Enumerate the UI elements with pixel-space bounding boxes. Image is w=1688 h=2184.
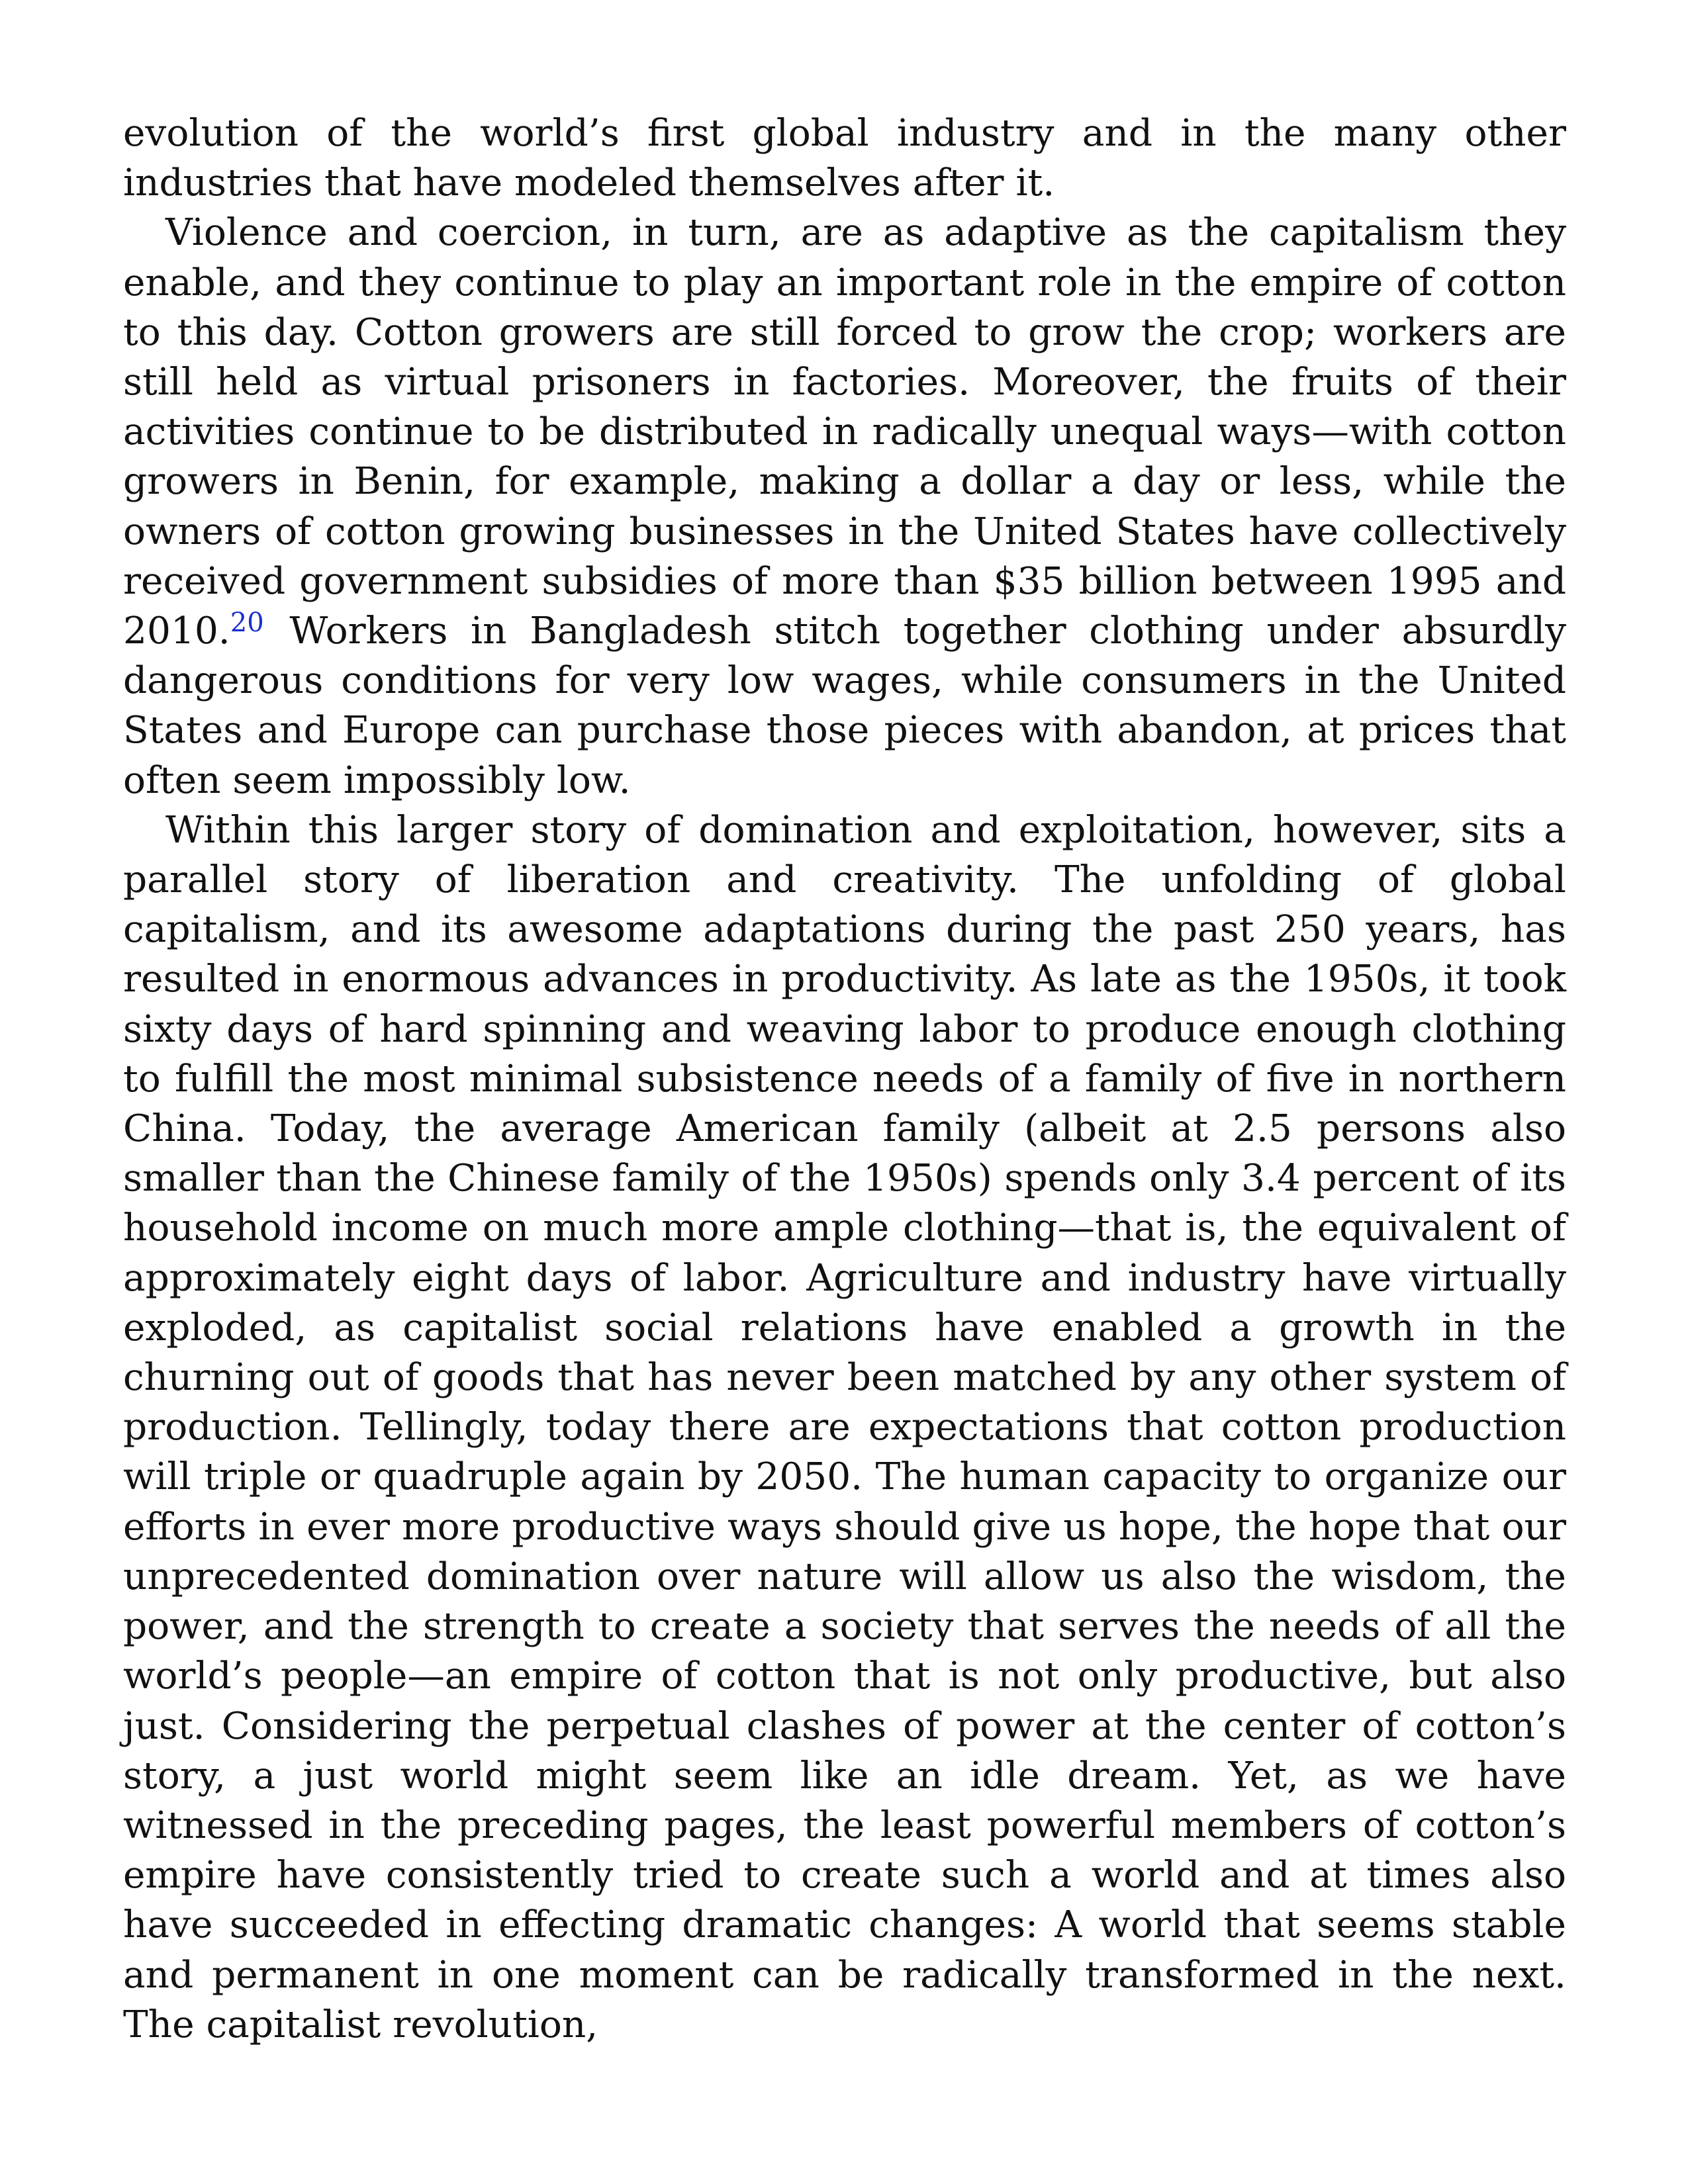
book-page-body [123,109,1566,2050]
paragraph-continuation: evolution of the world’s first global industry and in the many other industries that have modeled themselves after it. [123,112,1566,205]
footnote-reference-link[interactable]: 20 [230,608,264,639]
paragraph-text-before-footnote: Violence and coercion, in turn, are as adaptive as the capitalism they enable, and they continue to play an important role in the empire of cotton to this day. Cotton growers are still forced to grow the crop; workers are still held as virtual prisoners in factories. Moreover, the fruits of their activities continue to be distributed in radically unequal ways—with cotton growers in Benin, for example, making a dollar a day or less, while the owners of cotton growing businesses in the United States have collectively received government subsidies of more than $35 billion between 1995 and 2010. [123,211,1566,653]
paragraph-text-after-footnote: Workers in Bangladesh stitch together clothing under absurdly dangerous conditions for very low wages, while consumers in the United States and Europe can purchase those pieces with abandon, at prices that often seem impossibly low. [123,610,1566,802]
paragraph-liberation-creativity: Within this larger story of domination and exploitation, however, sits a parallel story of liberation and creativity. The unfolding of global capitalism, and its awesome adaptations during the past 250 years, has resulted in enormous advances in productivity. As late as the 1950s, it took sixty days of hard spinning and weaving labor to produce enough clothing to fulfill the most minimal subsistence needs of a family of five in northern China. Today, the average American family (albeit at 2.5 persons also smaller than the Chinese family of the 1950s) spends only 3.4 percent of its household income on much more ample clothing—that is, the equivalent of approximately eight days of labor. Agriculture and industry have virtually exploded, as capitalist social relations have enabled a growth in the churning out of goods that has never been matched by any other system of production. Tellingly, today there are expectations that cotton production will triple or quadruple again by 2050. The human capacity to organize our efforts in ever more productive ways should give us hope, the hope that our unprecedented domination over nature will allow us also the wisdom, the power, and the strength to create a society that serves the needs of all the world’s people—an empire of cotton that is not only productive, but also just. Considering the perpetual clashes of power at the center of cotton’s story, a just world might seem like an idle dream. Yet, as we have witnessed in the preceding pages, the least powerful members of cotton’s empire have consistently tried to create such a world and at times also have succeeded in effecting dramatic changes: A world that seems stable and permanent in one moment can be radically transformed in the next. The capitalist revolution, [123,808,1566,2046]
paragraph-violence-coercion [123,208,1566,805]
